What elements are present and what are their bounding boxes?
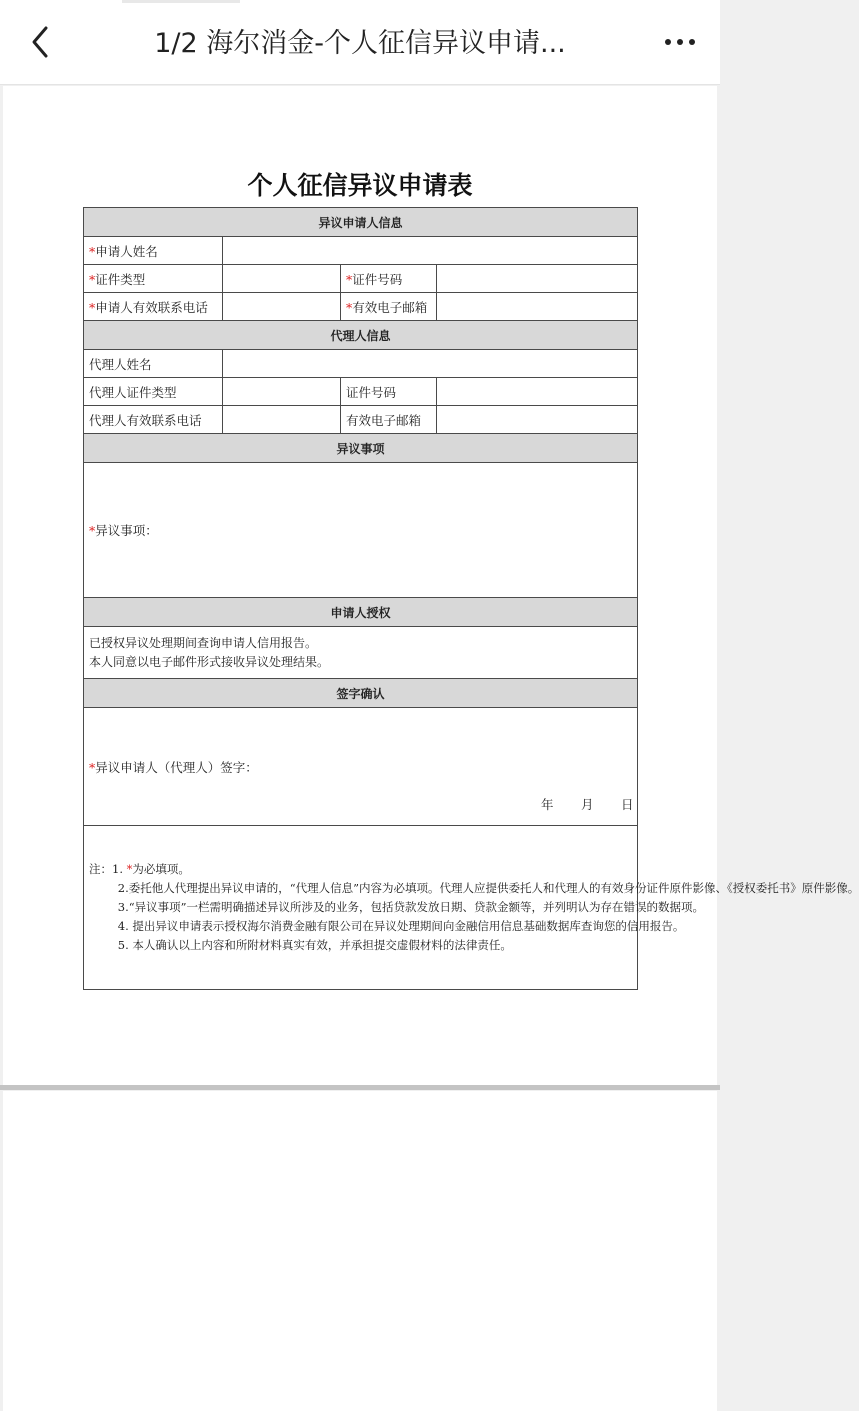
- authorization-text: [84, 627, 638, 679]
- dispute-details-field[interactable]: [84, 463, 638, 598]
- required-mark: *: [89, 299, 96, 315]
- agent-id-number-label: 证件号码: [341, 378, 437, 406]
- section-authorization: 申请人授权: [84, 598, 638, 627]
- notes-section: [84, 826, 859, 990]
- agent-name-label: 代理人姓名: [84, 350, 223, 378]
- note-5: 5. 本人确认以上内容和所附材料真实有效，并承担提交虚假材料的法律责任。: [117, 938, 512, 952]
- agent-id-number-field[interactable]: [437, 378, 638, 406]
- applicant-id-number-label: *证件号码: [341, 265, 437, 293]
- required-mark: *: [89, 523, 96, 538]
- applicant-id-number-field[interactable]: [437, 265, 638, 293]
- agent-phone-label: 代理人有效联系电话: [84, 406, 223, 434]
- signature-field[interactable]: [84, 708, 638, 826]
- applicant-name-label: *申请人姓名: [84, 237, 223, 265]
- agent-phone-field[interactable]: [223, 406, 341, 434]
- applicant-phone-label: *申请人有效联系电话: [84, 293, 223, 321]
- dispute-label: 异议事项：: [95, 523, 158, 538]
- agent-email-label: 有效电子邮箱: [341, 406, 437, 434]
- required-mark: *: [346, 299, 353, 315]
- agent-id-type-label: 代理人证件类型: [84, 378, 223, 406]
- form-title: 个人征信异议申请表: [247, 171, 473, 200]
- signature-date: [541, 795, 637, 813]
- section-dispute: 异议事项: [84, 434, 638, 463]
- applicant-email-field[interactable]: [437, 293, 638, 321]
- date-day-label: 日: [621, 797, 634, 812]
- required-mark: *: [126, 862, 133, 876]
- applicant-name-field[interactable]: [223, 237, 638, 265]
- more-button[interactable]: [650, 22, 706, 62]
- top-bar: [0, 0, 720, 85]
- authorization-line: 本人同意以电子邮件形式接收异议处理结果。: [89, 654, 330, 669]
- applicant-id-type-label: *证件类型: [84, 265, 223, 293]
- required-mark: *: [89, 759, 96, 775]
- applicant-email-label: *有效电子邮箱: [341, 293, 437, 321]
- signature-label: 异议申请人（代理人）签字：: [95, 759, 258, 775]
- section-applicant: 异议申请人信息: [84, 208, 638, 237]
- agent-id-type-field[interactable]: [223, 378, 341, 406]
- section-signature: 签字确认: [84, 679, 638, 708]
- required-mark: *: [346, 271, 353, 287]
- date-month-label: 月: [581, 797, 594, 812]
- document-title: 1/2 海尔消金-个人征信异议申请...: [154, 28, 566, 59]
- section-agent: 代理人信息: [84, 321, 638, 350]
- more-horizontal-icon: [650, 22, 706, 62]
- dispute-form: [83, 207, 859, 990]
- date-year-label: 年: [541, 797, 554, 812]
- required-mark: *: [89, 243, 96, 259]
- authorization-line: 已授权异议处理期间查询申请人信用报告。: [89, 635, 318, 650]
- agent-name-field[interactable]: [223, 350, 638, 378]
- note-2: 2.委托他人代理提出异议申请的，“代理人信息”内容为必填项。代理人应提供委托人和代理人的有效身份证件原件影像、《授权委托书》原件影像。: [117, 881, 859, 895]
- chevron-left-icon: [26, 22, 66, 62]
- required-mark: *: [89, 271, 96, 287]
- page-separator: [0, 1085, 720, 1090]
- drag-handle: [122, 0, 240, 3]
- note-3: 3.“异议事项”一栏需明确描述异议所涉及的业务，包括贷款发放日期、贷款金额等，并列明认为存在错误的数据项。: [117, 900, 704, 914]
- agent-email-field[interactable]: [437, 406, 638, 434]
- note-1: 注：1. *为必填项。: [89, 862, 190, 876]
- back-button[interactable]: [26, 22, 66, 62]
- page-2: [3, 1091, 717, 1411]
- applicant-id-type-field[interactable]: [223, 265, 341, 293]
- applicant-phone-field[interactable]: [223, 293, 341, 321]
- note-4: 4. 提出异议申请表示授权海尔消费金融有限公司在异议处理期间向金融信用信息基础数据库查询您的信用报告。: [117, 919, 685, 933]
